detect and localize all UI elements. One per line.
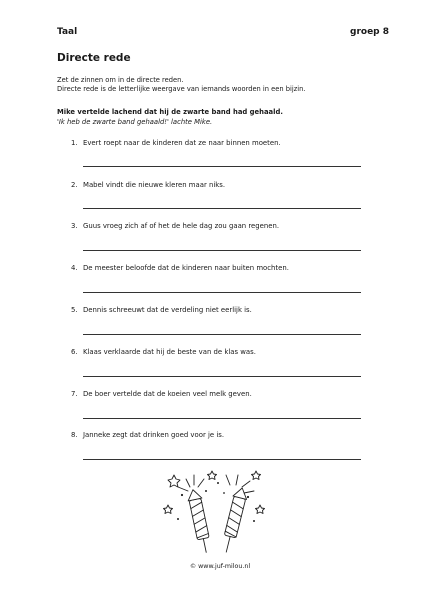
instruction-line: Directe rede is de letterlijke weergave van iemands woorden in een bijzin. [57,85,306,93]
question-text: De meester beloofde dat de kinderen naar buiten mochten. [83,264,289,272]
question-number: 8. [71,431,78,439]
question-text: Guus vroeg zich af of het de hele dag zou gaan regenen. [83,222,280,230]
subject-label: Taal [57,27,78,37]
question-item [71,264,289,272]
question-text: Janneke zegt dat drinken goed voor je is. [83,431,225,439]
question-number: 4. [71,264,78,272]
group-label: groep 8 [350,27,390,37]
question-number: 6. [71,348,78,356]
page-title: Directe rede [57,52,131,64]
question-item [71,348,256,356]
question-item [71,222,279,230]
question-item [71,139,281,147]
question-item [71,181,225,189]
question-number: 2. [71,181,78,189]
footer-copyright: © www.juf-milou.nl [189,563,251,570]
question-text: Evert roept naar de kinderen dat ze naar binnen moeten. [83,139,281,147]
question-number: 3. [71,222,78,230]
question-text: Klaas verklaarde dat hij de beste van de klas was. [83,348,256,356]
answer-line[interactable] [83,208,361,209]
example-sentence: Mike vertelde lachend dat hij de zwarte band had gehaald. [57,108,283,116]
answer-line[interactable] [83,418,361,419]
question-text: Mabel vindt die nieuwe kleren maar niks. [83,181,226,189]
question-number: 7. [71,390,78,398]
question-text: Dennis schreeuwt dat de verdeling niet eerlijk is. [83,306,252,314]
question-number: 5. [71,306,78,314]
question-text: De boer vertelde dat de koeien veel melk geven. [83,390,252,398]
instruction-line: Zet de zinnen om in de directe reden. [57,76,184,84]
example-answer: 'Ik heb de zwarte band gehaald!' lachte Mike. [57,118,213,126]
answer-line[interactable] [83,250,361,251]
answer-line[interactable] [83,166,361,167]
fireworks-rockets-icon [160,465,270,557]
question-item [71,306,252,314]
question-number: 1. [71,139,78,147]
question-item [71,431,224,439]
answer-line[interactable] [83,334,361,335]
answer-line[interactable] [83,292,361,293]
answer-line[interactable] [83,459,361,460]
question-item [71,390,252,398]
answer-line[interactable] [83,376,361,377]
